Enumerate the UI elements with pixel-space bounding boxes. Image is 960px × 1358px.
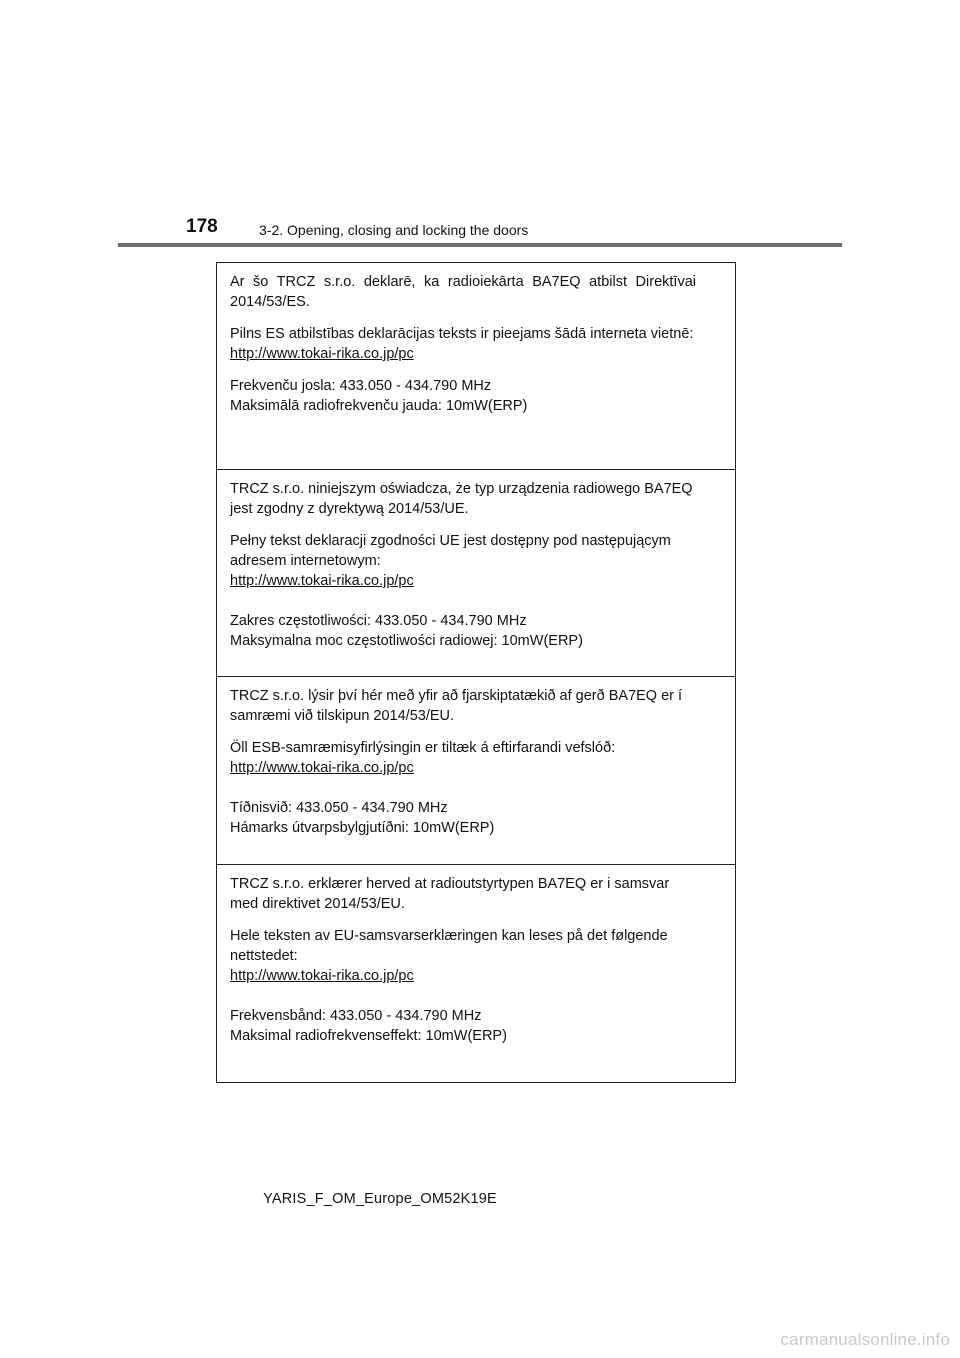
declaration-frequency: Frekvensbånd: 433.050 - 434.790 MHz	[230, 1008, 482, 1024]
declaration-frequency: Frekvenču josla: 433.050 - 434.790 MHz	[230, 378, 492, 394]
declaration-statement: TRCZ s.r.o. erklærer herved at radioutstyrtypen BA7EQ er i samsvar med direktivet 2014/53/EU.	[230, 876, 670, 912]
declaration-url-link[interactable]: http://www.tokai-rika.co.jp/pc	[230, 346, 414, 362]
declaration-url-link[interactable]: http://www.tokai-rika.co.jp/pc	[230, 573, 414, 589]
declaration-full-text-intro: Pełny tekst deklaracji zgodności UE jest dostępny pod następującym adresem internetowym:	[230, 533, 671, 569]
declaration-block-no	[217, 864, 735, 1084]
declaration-statement: TRCZ s.r.o. niniejszym oświadcza, że typ urządzenia radiowego BA7EQ jest zgodny z dyrektywą 2014/53/UE.	[230, 481, 693, 517]
header-rule	[118, 243, 842, 247]
declaration-block-lv	[217, 263, 735, 469]
footer-doc-code: YARIS_F_OM_Europe_OM52K19E	[263, 1191, 497, 1207]
declaration-power: Hámarks útvarpsbylgjutíðni: 10mW(ERP)	[230, 820, 495, 836]
declaration-full-text-intro: Pilns ES atbilstības deklarācijas teksts ir pieejams šādā interneta vietnē:	[230, 326, 694, 342]
declaration-frequency: Tíðnisvið: 433.050 - 434.790 MHz	[230, 800, 448, 816]
declaration-statement: Ar šo TRCZ s.r.o. deklarē, ka radioiekārta BA7EQ atbilst Direktīvai 2014/53/ES.	[230, 274, 696, 310]
declaration-power: Maksimālā radiofrekvenču jauda: 10mW(ERP)	[230, 398, 528, 414]
watermark[interactable]: carmanualsonline.info	[780, 1330, 950, 1349]
declaration-block-is	[217, 676, 735, 864]
page-number: 178	[186, 216, 218, 237]
section-title: 3-2. Opening, closing and locking the doors	[259, 222, 529, 238]
declaration-frequency: Zakres częstotliwości: 433.050 - 434.790 MHz	[230, 613, 527, 629]
declaration-statement: TRCZ s.r.o. lýsir því hér með yfir að fjarskiptatækið af gerð BA7EQ er í samræmi við tilskipun 2014/53/EU.	[230, 688, 683, 724]
declarations-box	[216, 262, 736, 1083]
declaration-power: Maksymalna moc częstotliwości radiowej: 10mW(ERP)	[230, 633, 583, 649]
declaration-block-pl	[217, 469, 735, 676]
declaration-power: Maksimal radiofrekvenseffekt: 10mW(ERP)	[230, 1028, 507, 1044]
declaration-url-link[interactable]: http://www.tokai-rika.co.jp/pc	[230, 968, 414, 984]
declaration-url-link[interactable]: http://www.tokai-rika.co.jp/pc	[230, 760, 414, 776]
declaration-full-text-intro: Hele teksten av EU-samsvarserklæringen kan leses på det følgende nettstedet:	[230, 928, 668, 964]
declaration-full-text-intro: Öll ESB-samræmisyfirlýsingin er tiltæk á eftirfarandi vefslóð:	[230, 740, 616, 756]
